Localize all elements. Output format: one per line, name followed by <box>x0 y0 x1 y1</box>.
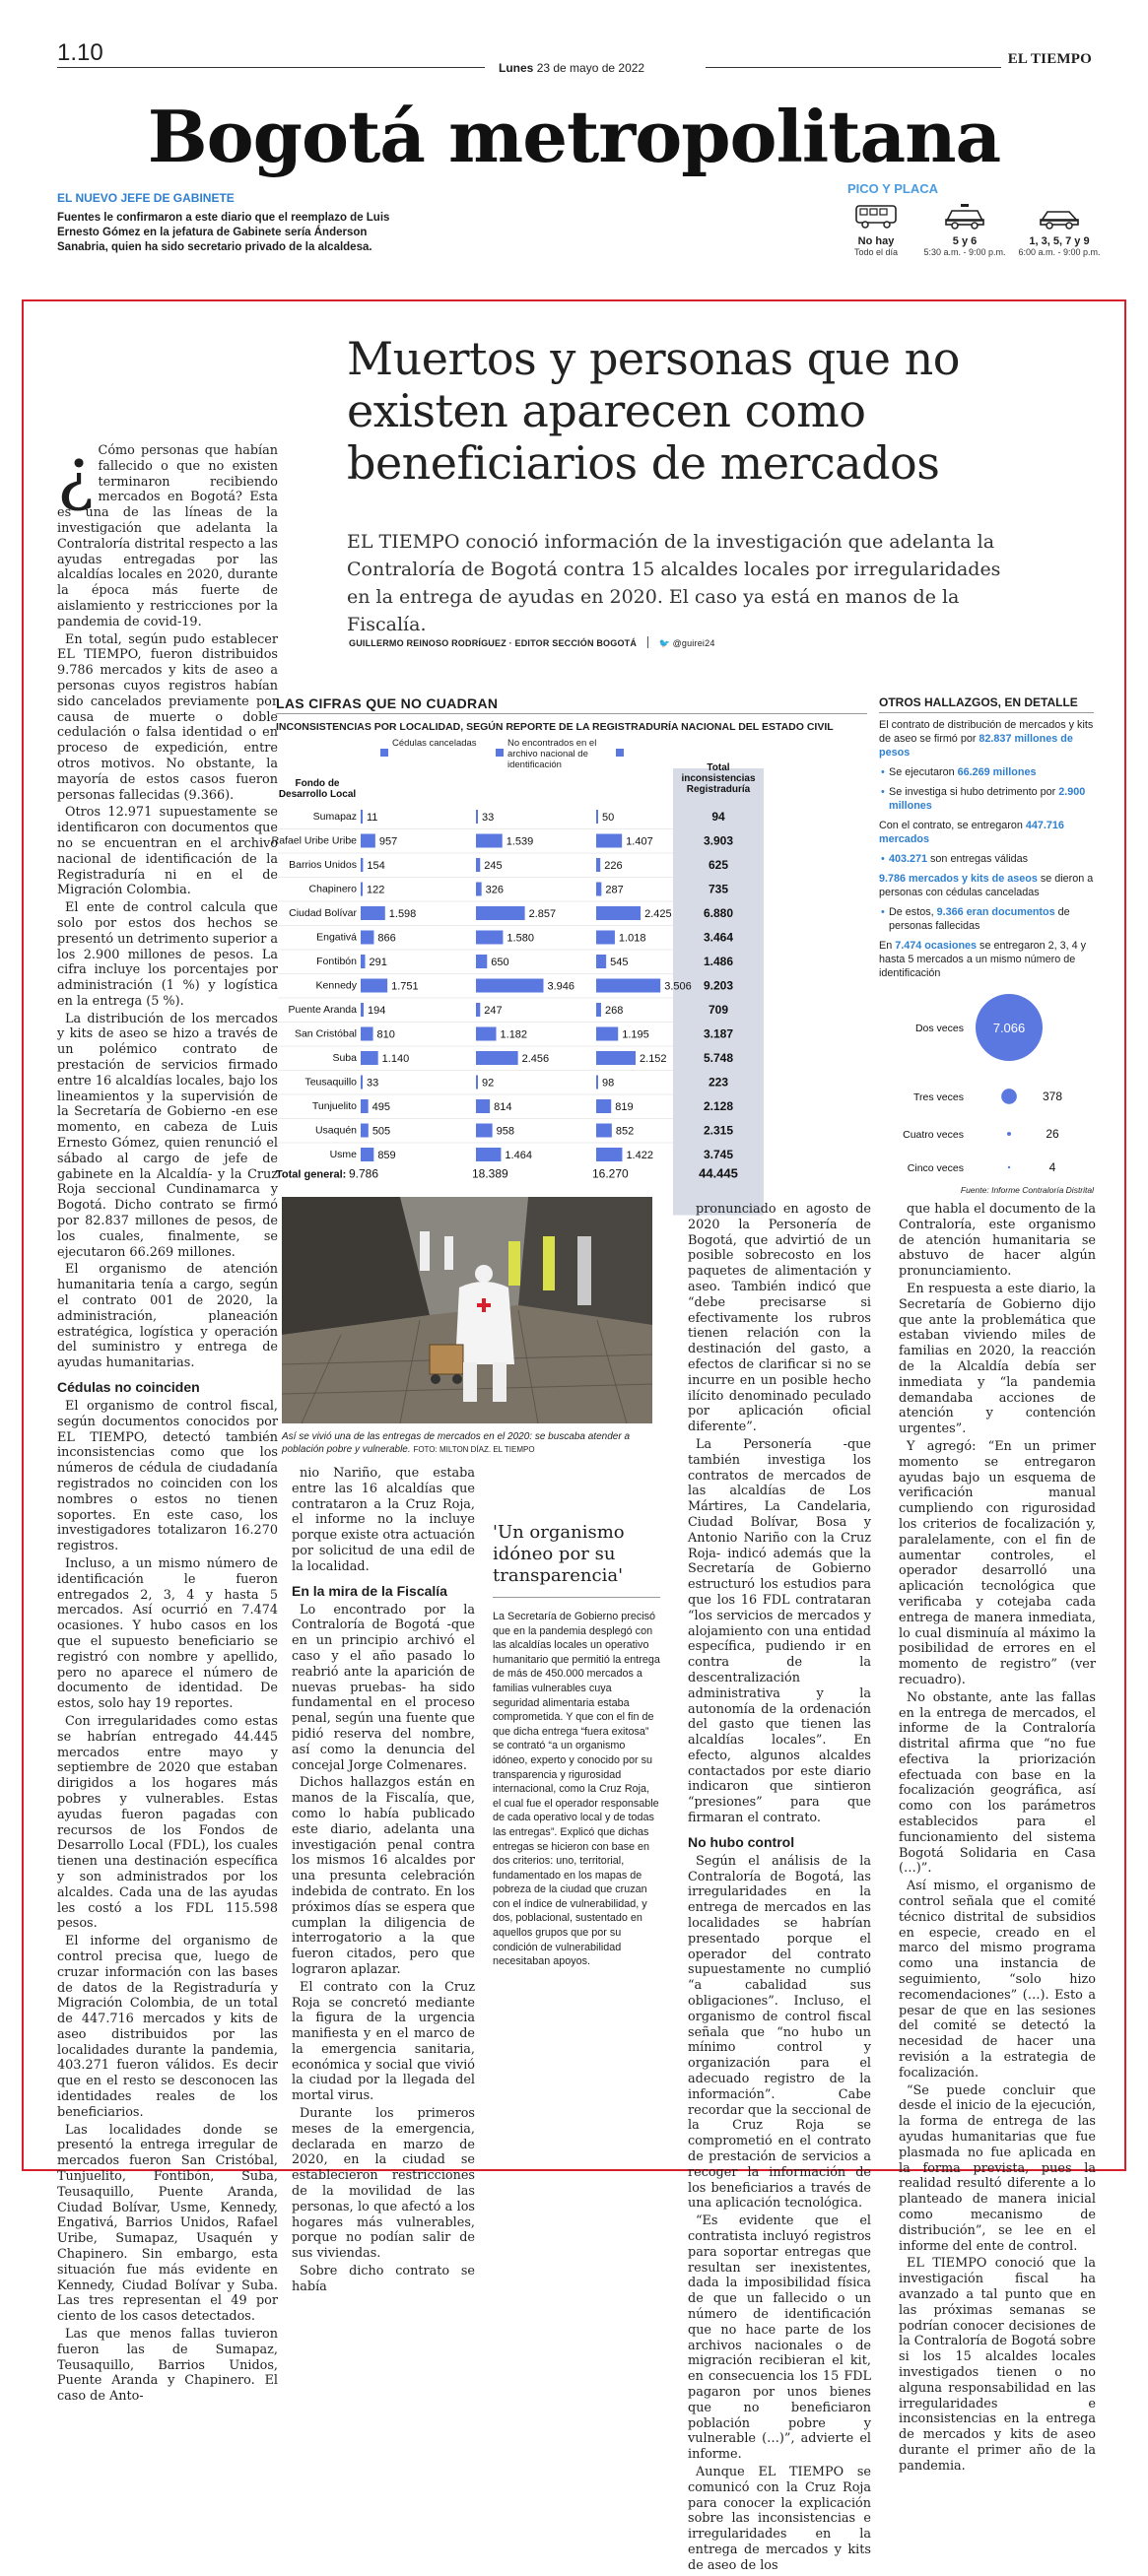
article-dek: EL TIEMPO conoció información de la investigación que adelanta la Contraloría de Bogotá contra 15 alcaldes locales por irregularidades en la entrega de ayudas en 2020. El caso ya está en manos de la Fiscalía. <box>347 531 1001 635</box>
paragraph: Según el análisis de la Contraloría de Bogotá, las irregularidades en la entrega de mercados en las localidades se habrían presentado porque el operador del contrato supuestamente no cumplió “a cabalidad sus obligaciones”. Incluso, el organismo de control fiscal señala que “no hubo un mínimo control y organización para el adecuado registro de la información”. Cabe recordar que la seccional de la Cruz Roja se comprometió en el contrato de prestación de servicios a recoger la información de los beneficiarios a través de una aplicación tecnológica. <box>688 1853 871 2212</box>
bar-1-11 <box>476 1076 478 1090</box>
article-photo <box>282 1197 652 1423</box>
bar-value-label: 819 <box>615 1101 634 1113</box>
category-label: Teusaquillo <box>304 1076 357 1089</box>
bar-value-label: 33 <box>367 1077 379 1090</box>
paragraph: Y agregó: “En un primer momento se entregaron ayudas bajo un esquema de verificación manual cumpliendo con rigurosidad los criterios de focalización y, paralelamente, con el fin de aumentar controles, el operador desarrolló una aplicación tecnológica que verificaba y cotejaba cada entrega de manera inmediata, lo cual disminuía al máximo la posibilidad de errores en el momento de registro” (ver recuadro). <box>899 1438 1096 1687</box>
bar-value-label: 1.140 <box>381 1053 410 1065</box>
bar-1-10 <box>476 1051 518 1065</box>
series-total: 18.389 <box>472 1166 508 1181</box>
category-label: Tunjuelito <box>311 1100 357 1112</box>
sidebar-b3: • 403.271 son entregas válidas <box>879 852 1094 866</box>
paragraph: El informe del organismo de control precisa que, luego de cruzar información con las bases de datos de la Registraduría y Migración Colombia, de un total de 447.716 mercados y kits de aseo distribuidos por las localidades durante la pandemia, 403.271 fueron válidos. Es decir que en el resto se desconocen las identidades reales de los beneficiarios. <box>57 1934 278 2120</box>
paragraph: Las que menos fallas tuvieron fueron las de Sumapaz, Teusaquillo, Barrios Unidos, Puente Aranda y Chapinero. El caso de Anto- <box>57 2327 278 2405</box>
bar-value-label: 3.506 <box>664 980 692 993</box>
pyp-taxi-sub: 5:30 a.m. - 9:00 p.m. <box>923 247 1006 257</box>
paragraph: Durante los primeros meses de la emergencia, declarada en marzo de 2020, en la ciudad se establecieron restricciones de la movilidad de las personas, lo que afectó a los hogares más vulnerables, porque no podían salir de sus viviendas. <box>292 2106 475 2262</box>
total-value: 3.187 <box>703 1026 734 1041</box>
bar-value-label: 1.464 <box>505 1150 532 1161</box>
pyp-car-value: 1, 3, 5, 7 y 9 <box>1029 235 1090 247</box>
paragraph: La distribución de los mercados y kits de aseo se hizo a través de un polémico contrato de prestación de servicios firmado entre 16 alcaldías locales, bajo los lineamientos y la supervisión de la Secretaría de Gobierno -en ese momento, en cabeza de Luis Ernesto Gómez, quien renunció el sábado al cargo de jefe de gabinete en la Alcaldía- y la Cruz Roja seccional Cundinamarca y Bogotá. Dicho contrato se firmó por 82.837 millones de pesos, de los cuales, finalmente, se ejecutaron 66.269 millones. <box>57 1011 278 1260</box>
bar-1-4 <box>476 906 525 920</box>
category-label: Puente Aranda <box>288 1004 357 1016</box>
chart-subtitle: INCONSISTENCIAS POR LOCALIDAD, SEGÚN REPORTE DE LA REGISTRADURÍA NACIONAL DEL ESTADO CIVIL <box>276 721 834 733</box>
bar-value-label: 958 <box>496 1125 514 1138</box>
category-label: Usaquén <box>314 1124 357 1137</box>
bar-1-0 <box>476 810 478 824</box>
sidebar-b2: • Se investiga si hubo detrimento por 2.900 millones <box>879 785 1094 813</box>
photo-illustration <box>282 1197 652 1423</box>
grand-total: 44.445 <box>699 1165 738 1181</box>
category-label: San Cristóbal <box>294 1027 357 1040</box>
paragraph: “Se puede concluir que desde el inicio de la ejecución, la forma de entrega de las ayudas humanitarias que fue plasmada no fue aplicada en la forma prevista, pues la realidad resultó diferente a lo planteado de manera inicial como mecanismo de distribución”, se lee en el informe del ente de control. <box>899 2082 1096 2254</box>
paragraph: Incluso, a un mismo número de identificación le fueron entregados 2, 3, 4 y hasta 5 mercados. Así ocurrió en 7.474 ocasiones. Y hubo casos en los que el supuesto beneficiario se registró con nombre y apellido, pero no aparece el número de documento de identidad. De estos, solo hay 19 reportes. <box>57 1555 278 1712</box>
col3-body <box>688 1202 871 1826</box>
bar-0-6 <box>361 955 366 968</box>
sidebar-p4: En 7.474 ocasiones se entregaron 2, 3, 4 y hasta 5 mercados a un mismo número de identificación <box>879 940 1087 979</box>
bar-value-label: 326 <box>485 884 505 896</box>
bar-value-label: 2.152 <box>640 1053 667 1065</box>
bar-value-label: 154 <box>367 860 385 872</box>
paragraph: En total, según pudo establecer EL TIEMPO, fueron distribuidos 9.786 mercados y kits de aseo a personas cuyos registros habían sido cancelados previamente por causa de muerte o doble cedulación o falsa identidad o en proceso de expedición, entre otros motivos. No obstante, la mayoría de estos casos fueron personas fallecidas (9.366). <box>57 631 278 803</box>
bar-value-label: 1.407 <box>626 835 653 848</box>
article-column-2 <box>292 1466 475 2297</box>
pico-y-placa-title: PICO Y PLACA <box>847 181 938 196</box>
paragraph: Aunque EL TIEMPO se comunicó con la Cruz Roja para conocer la explicación sobre las inconsistencias e irregularidades en la entrega de mercados y kits de aseo de los <box>688 2464 871 2573</box>
bar-1-1 <box>476 834 503 848</box>
legend-swatch <box>616 749 624 757</box>
bar-value-label: 226 <box>604 860 623 872</box>
bubble-3 <box>1008 1166 1010 1168</box>
bar-0-0 <box>361 810 363 824</box>
chart-source: Fuente: Informe Contraloría Distrital <box>960 1185 1094 1195</box>
category-label: Kennedy <box>315 979 357 992</box>
sidebar-b4: • De estos, 9.366 eran documentos de personas fallecidas <box>879 905 1094 933</box>
paragraph: Dichos hallazgos están en manos de la Fiscalía, que, como lo había publicado este diario, adelanta una investigación penal contra los mismos 16 alcaldes por una presunta celebración indebida de contrato. En los próximos días se espera que cumplan la diligencia de interrogatorio a la que fueron citados, pero que lograron aplazar. <box>292 1775 475 1977</box>
paragraph: pronunciado en agosto de 2020 la Personería de Bogotá, que advirtió de un posible sobrecosto en los paquetes de alimentación y aseo. También indicó que “debe precisarse si efectivamente los rubros tienen relación con la destinación del gasto, a efectos de clarificar si no se incurre en un posible hecho ilícito denominado peculado por aplicación oficial diferente”. <box>688 1202 871 1435</box>
bar-value-label: 3.946 <box>547 980 575 993</box>
bubble-chart <box>879 986 1094 1183</box>
bar-2-3 <box>596 883 601 896</box>
bar-0-12 <box>361 1099 369 1113</box>
bar-value-label: 1.751 <box>391 980 419 993</box>
total-value: 735 <box>708 882 729 896</box>
bar-2-13 <box>596 1124 612 1138</box>
total-value: 223 <box>708 1075 729 1090</box>
total-value: 3.464 <box>703 930 734 945</box>
bar-2-8 <box>596 1003 601 1017</box>
bar-0-7 <box>361 979 387 993</box>
pyp-car <box>1015 203 1104 257</box>
dropcap: ¿ <box>57 433 95 514</box>
pull-box <box>493 1522 660 1969</box>
bar-value-label: 287 <box>605 884 624 896</box>
gabinete-kicker: EL NUEVO JEFE DE GABINETE <box>57 191 235 205</box>
total-header: Total inconsistencias Registraduría <box>681 762 756 795</box>
bar-value-label: 268 <box>604 1005 624 1017</box>
category-label: Barrios Unidos <box>289 859 357 871</box>
col2-body-2 <box>292 1603 475 2295</box>
category-label: Usme <box>329 1149 357 1160</box>
bubble-value: 26 <box>1046 1127 1059 1141</box>
paragraph: Cómo personas que habían fallecido o que no existen terminaron recibiendo mercados en Bogotá? Esta es una de las líneas de la investigación que adelanta la Contraloría distrital respecto a las ayudas entregadas por las alcaldías locales en 2020, durante la época más fuerte de aislamiento y restricciones por la pandemia de covid-19. <box>57 443 278 629</box>
brand-logo: EL TIEMPO <box>1007 51 1092 67</box>
paragraph: El ente de control calcula que solo por estos dos hechos se presentó un detrimento superior a los 2.900 millones de pesos. La cifra incluye los porcentajes por administración (1 %) y logística en la entrega (5 %). <box>57 900 279 1009</box>
paragraph: que habla el documento de la Contraloría, este organismo de atención humanitaria se abstuvo de hacer algún pronunciamiento. <box>899 1202 1096 1280</box>
bar-1-13 <box>476 1124 493 1138</box>
bar-1-9 <box>476 1027 497 1041</box>
gabinete-text: Fuentes le confirmaron a este diario que el reemplazo de Luis Ernesto Gómez en la jefatura de Gabinete sería Ánderson Sanabria, quien ha sido secretario privado de la alcaldesa. <box>57 212 390 253</box>
bubble-label: Cuatro veces <box>903 1129 964 1141</box>
total-value: 3.745 <box>703 1148 734 1161</box>
category-label: Ciudad Bolívar <box>289 907 357 919</box>
page-date-rest: 23 de mayo de 2022 <box>536 61 645 75</box>
legend-label-0: Cédulas canceladas <box>392 738 477 749</box>
category-label: Engativá <box>316 931 357 944</box>
pyp-car-sub: 6:00 a.m. - 9:00 p.m. <box>1018 247 1101 257</box>
bar-0-13 <box>361 1124 369 1138</box>
bar-2-9 <box>596 1027 618 1041</box>
paragraph: El organismo de atención humanitaria tenía a cargo, según el contrato 001 de 2020, la administración, planeación estratégica, logística y operación del suministro y entrega de ayudas humanitarias. <box>57 1262 278 1371</box>
paragraph: En respuesta a este diario, la Secretaría de Gobierno dijo que ante la problemática que estaban viviendo miles de familias en 2020, la reacción de la Alcaldía debía ser inmediata y “la pandemia demandaba acciones de atención y contención urgentes”. <box>899 1281 1096 1437</box>
inconsistencias-chart <box>271 738 865 1181</box>
bubble-label: Tres veces <box>913 1091 964 1103</box>
photo-caption: Así se vivió una de las entregas de mercados en el 2020: se buscaba atender a población pobre y vulnerable. FOTO: MILTON DÍAZ. EL TIEMPO <box>282 1431 631 1455</box>
bar-value-label: 122 <box>367 884 385 896</box>
category-label: Sumapaz <box>312 811 357 823</box>
legend-label-1: No encontrados en el archivo nacional de identificación <box>507 738 597 770</box>
bubble-value: 7.066 <box>992 1021 1026 1035</box>
bubble-1 <box>1001 1089 1017 1104</box>
total-value: 5.748 <box>703 1051 734 1065</box>
total-value: 9.203 <box>703 978 734 993</box>
category-label: Chapinero <box>308 883 357 895</box>
bar-value-label: 810 <box>376 1028 395 1041</box>
bar-2-0 <box>596 810 598 824</box>
pyp-bus <box>832 203 920 257</box>
bar-0-11 <box>361 1076 363 1090</box>
bar-2-12 <box>596 1099 611 1113</box>
bar-value-label: 291 <box>369 957 387 968</box>
sidebar-b1: • Se ejecutaron 66.269 millones <box>879 765 1094 779</box>
section-title: Bogotá metropolitana <box>147 95 1001 178</box>
bar-value-label: 1.195 <box>622 1028 649 1041</box>
bar-value-label: 852 <box>615 1125 635 1138</box>
bar-value-label: 1.539 <box>506 835 534 848</box>
article-headline: Muertos y personas que no existen aparecen como beneficiarios de mercados <box>347 332 960 490</box>
page-date <box>499 61 644 75</box>
masthead-rule-left <box>57 67 485 68</box>
twitter-icon: 🐦 <box>658 638 670 648</box>
paragraph: Lo encontrado por la Contraloría de Bogotá -que en un principio archivó el caso y el año pasado lo reabrió ante la aparición de nuevas pruebas- ha sido fundamental en el proceso penal, según una fuente que pidió reserva del nombre, así como la denuncia del concejal Jorge Colmenares. <box>292 1602 475 1773</box>
bar-0-9 <box>361 1027 373 1041</box>
bar-value-label: 650 <box>491 957 509 968</box>
paragraph: La Personería -que también investiga los contratos de mercados de las alcaldías de Los Mártires, La Candelaria, Ciudad Bolívar, Bosa y Antonio Nariño con la Cruz Roja- indicó además que la Secretaría de Gobierno estructuró los estudios para que los 16 FDL contrataran “los servicios de mercados y alojamiento con una entidad específica, pudiendo ir en contra de la descentralización administrativa y la autonomía de la ordenación del gasto que tienen las alcaldías locales”. En efecto, algunos alcaldes contactados por este diario indicaron que sintieron “presiones” para que firmaran el contrato. <box>688 1436 871 1826</box>
bar-1-6 <box>476 955 487 968</box>
bar-2-14 <box>596 1148 622 1161</box>
taxi-icon <box>943 203 986 231</box>
total-value: 625 <box>708 858 729 872</box>
bar-1-2 <box>476 858 480 872</box>
bar-value-label: 1.598 <box>388 908 417 920</box>
bar-value-label: 866 <box>377 932 396 945</box>
sidebar-p3: 9.786 mercados y kits de aseos se dieron a personas con cédulas canceladas <box>879 873 1094 898</box>
bar-2-6 <box>596 955 606 968</box>
total-general-label: Total general: <box>276 1168 347 1181</box>
article-column-1 <box>57 433 279 2407</box>
article-column-4 <box>899 1202 1096 2477</box>
paragraph: “Es evidente que el contratista incluyó registros para soportar entregas que resultan ser inexistentes, dada la imposibilidad física de que un fallecido o un número de identificación que no hace parte de los archivos nacionales o de migración recibieran el kit, en consecuencia los 15 FDL pagaron por unos bienes que no beneficiaron población pobre y vulnerable (…)”, advierte el informe. <box>688 2213 871 2463</box>
total-value: 94 <box>711 810 725 824</box>
bar-0-5 <box>361 931 373 945</box>
bar-0-2 <box>361 858 363 872</box>
bar-0-3 <box>361 883 363 896</box>
paragraph: Las localidades donde se presentó la entrega irregular de mercados fueron San Cristóbal, Tunjuelito, Fontibón, Suba, Teusaquillo, Puente Aranda, Ciudad Bolívar, Usme, Kennedy, Engativá, Barrios Unidos, Rafael Uribe, Sumapaz, Usaquén y Chapinero. Sin embargo, esta situación fue más evidente en Kennedy, Ciudad Bolívar y Suba. Las tres representan el 49 por ciento de los casos detectados. <box>57 2122 278 2325</box>
bar-2-4 <box>596 906 641 920</box>
bubble-value: 378 <box>1042 1090 1063 1103</box>
bar-value-label: 1.182 <box>500 1028 528 1041</box>
bar-0-1 <box>361 834 375 848</box>
bar-value-label: 247 <box>484 1005 503 1017</box>
byline <box>349 636 1029 650</box>
pyp-taxi <box>920 203 1009 257</box>
bar-value-label: 545 <box>610 957 629 968</box>
pull-quote: 'Un organismo idóneo por su transparencia' <box>493 1522 660 1598</box>
paragraph: Con irregularidades como estas se habrían entregado 44.445 mercados entre mayo y septiembre de 2020 que estaban dirigidos a los hogares más pobres y vulnerables. Estas ayudas fueron pagadas con recursos de los Fondos de Desarrollo Local (FDL), los cuales tienen una destinación específica y son administrados por los alcaldes. Cada una de las ayudas les costó a los FDL 115.598 pesos. <box>57 1713 278 1932</box>
paragraph: El contrato con la Cruz Roja se concretó mediante la figura de la urgencia manifiesta y en el marco de la emergencia sanitaria, económica y social que vivió la ciudad por la llegada del mortal virus. <box>292 1979 475 2104</box>
paragraph: Así mismo, el organismo de control señala que el comité técnico distrital de subsidios en especie, creado en el marco del mismo programa como una instancia de seguimiento, “solo hizo recomendaciones” (…). Esto a pesar de que en las sesiones del comité se detectó la necesidad de hacer una revisión a la estrategia de focalización. <box>899 1879 1096 2081</box>
subhead-cedulas: Cédulas no coinciden <box>57 1379 200 1396</box>
legend-swatch <box>380 749 388 757</box>
total-value: 2.128 <box>703 1099 734 1113</box>
bar-value-label: 859 <box>377 1150 396 1161</box>
bar-value-label: 957 <box>378 835 398 848</box>
col3-body-2 <box>688 1854 871 2574</box>
bar-1-14 <box>476 1148 501 1161</box>
paragraph: No obstante, ante las fallas en la entrega de mercados, el informe de la Contraloría distrital afirma que “no fue efectiva la priorización efectuada con base en la focalización geográfica, así como con los parámetros establecidos para el funcionamiento del sistema Bogotá Solidaria en Casa (…)”. <box>899 1689 1096 1877</box>
paragraph: Sobre dicho contrato se había <box>292 2264 475 2294</box>
category-label: Rafael Uribe Uribe <box>271 834 357 847</box>
bar-value-label: 33 <box>482 812 495 824</box>
bar-value-label: 245 <box>484 860 503 872</box>
bar-0-8 <box>361 1003 364 1017</box>
bar-value-label: 2.456 <box>521 1053 550 1065</box>
car-icon <box>1038 203 1081 231</box>
bar-value-label: 11 <box>367 812 378 824</box>
pull-text: La Secretaría de Gobierno precisó que en la pandemia desplegó con las alcaldías locales un operativo humanitario que permitió la entrega de más de 450.000 mercados a familias vulnerables cuya seguridad alimentaria estaba comprometida. Y que con el fin de que dicha entrega “fuera exitosa” se contrató “a un organismo idóneo, experto y conocido por su transparencia y rigurosidad internacional, como la Cruz Roja, el cual fue el operador responsable de cada operativo local y de todas las entregas”. Explicó que dichas entregas se hicieron con base en dos criterios: uno, territorial, fundamentado en los mapas de pobreza de la ciudad que cruzan con el índice de vulnerabilidad, y dos, poblacional, sustentado en aquellos grupos que por su condición de vulnerabilidad necesitaban apoyos. <box>493 1611 660 1968</box>
subhead-fiscalia: En la mira de la Fiscalía <box>292 1582 447 1599</box>
paragraph: El organismo de control fiscal, según documentos conocidos por EL TIEMPO, detectó también inconsistencias como que los números de cédula de ciudadanía registrados no coinciden con los nombres o estos no tienen soportes. En este caso, los investigadores totalizaron 16.270 registros. <box>57 1399 278 1554</box>
sidebar-title: OTROS HALLAZGOS, EN DETALLE <box>879 695 1094 713</box>
subhead-control: No hubo control <box>688 1833 795 1850</box>
col4-body <box>899 1202 1096 2475</box>
pico-y-placa <box>847 181 1101 270</box>
total-value: 3.903 <box>703 833 734 848</box>
total-value: 2.315 <box>703 1123 734 1138</box>
bar-2-2 <box>596 858 600 872</box>
bar-value-label: 1.422 <box>626 1150 653 1161</box>
bar-value-label: 2.857 <box>528 908 557 920</box>
bar-0-14 <box>361 1148 373 1161</box>
bar-value-label: 92 <box>482 1077 495 1090</box>
bar-value-label: 98 <box>602 1077 615 1090</box>
sidebar-p2: Con el contrato, se entregaron 447.716 mercados <box>879 820 1064 845</box>
bubble-2 <box>1007 1132 1011 1136</box>
col2-body <box>292 1466 475 1575</box>
bar-value-label: 814 <box>494 1101 512 1113</box>
bar-value-label: 50 <box>602 812 615 824</box>
total-value: 1.486 <box>703 955 734 968</box>
col1-body <box>57 433 279 1371</box>
series-total: 16.270 <box>592 1166 629 1181</box>
paragraph: EL TIEMPO conoció que la investigación fiscal ha avanzado a tal punto que en las próximas semanas se podrían conocer decisiones de la Contraloría de Bogotá sobre si los 15 alcaldes locales investigados tienen o no alguna responsabilidad en las irregularidades e inconsistencias en la entrega de mercados y kits de aseo durante el primer año de la pandemia. <box>899 2256 1096 2474</box>
bar-0-10 <box>361 1051 378 1065</box>
total-value: 6.880 <box>703 906 734 920</box>
bar-1-5 <box>476 931 503 945</box>
paragraph: Otros 12.971 supuestamente se identificaron con documentos que no se encuentran en el archivo nacional de identificación de la Registraduría ni en el de Migración Colombia. <box>57 805 278 898</box>
bubble-label: Cinco veces <box>907 1162 964 1174</box>
category-label: Suba <box>332 1052 357 1064</box>
sidebar-p1: El contrato de distribución de mercados y kits de aseo se firmó por 82.837 millones de pesos <box>879 719 1094 759</box>
series-total: 9.786 <box>349 1166 379 1181</box>
bar-2-5 <box>596 931 615 945</box>
twitter-handle: @guirei24 <box>672 638 715 648</box>
bar-value-label: 194 <box>368 1005 386 1017</box>
bubble-label: Dos veces <box>914 1023 964 1034</box>
col1-body-2 <box>57 1399 278 2405</box>
article-column-3 <box>688 1202 871 2576</box>
masthead-bar <box>57 39 1092 75</box>
legend-swatch <box>496 749 504 757</box>
bar-value-label: 505 <box>371 1125 391 1138</box>
byline-author: GUILLERMO REINOSO RODRÍGUEZ · EDITOR SECCIÓN BOGOTÁ <box>349 638 638 648</box>
bubble-value: 4 <box>1048 1160 1056 1174</box>
chart-title: LAS CIFRAS QUE NO CUADRAN <box>276 695 499 711</box>
sidebar-hallazgos <box>879 695 1094 1195</box>
bar-value-label: 495 <box>371 1101 391 1113</box>
pyp-bus-value: No hay <box>857 235 895 247</box>
bar-2-7 <box>596 979 660 993</box>
bar-1-8 <box>476 1003 480 1017</box>
bar-0-4 <box>361 906 385 920</box>
category-label: Fontibón <box>316 956 357 967</box>
bus-icon <box>854 203 898 231</box>
total-value: 709 <box>708 1003 729 1017</box>
bar-value-label: 1.018 <box>618 932 646 945</box>
bar-2-10 <box>596 1051 636 1065</box>
bar-1-7 <box>476 979 544 993</box>
masthead-rule-right <box>706 67 1001 68</box>
category-header: Fondo de Desarrollo Local <box>278 778 357 800</box>
bar-1-3 <box>476 883 482 896</box>
page-date-day: Lunes <box>499 61 534 75</box>
pyp-bus-sub: Todo el día <box>853 247 899 257</box>
bar-2-11 <box>596 1076 598 1090</box>
paragraph: nio Nariño, que estaba entre las 16 alcaldías que contrataron a la Cruz Roja, el informe no la incluye porque existe otra actuación por solicitud de una edil de la localidad. <box>292 1466 475 1574</box>
bar-value-label: 2.425 <box>644 908 672 920</box>
bar-value-label: 1.580 <box>506 932 534 945</box>
bar-1-12 <box>476 1099 490 1113</box>
page-number: 1.10 <box>57 39 103 66</box>
photo-credit: FOTO: MILTON DÍAZ. EL TIEMPO <box>413 1445 535 1454</box>
pyp-taxi-value: 5 y 6 <box>952 235 978 247</box>
bar-2-1 <box>596 834 622 848</box>
